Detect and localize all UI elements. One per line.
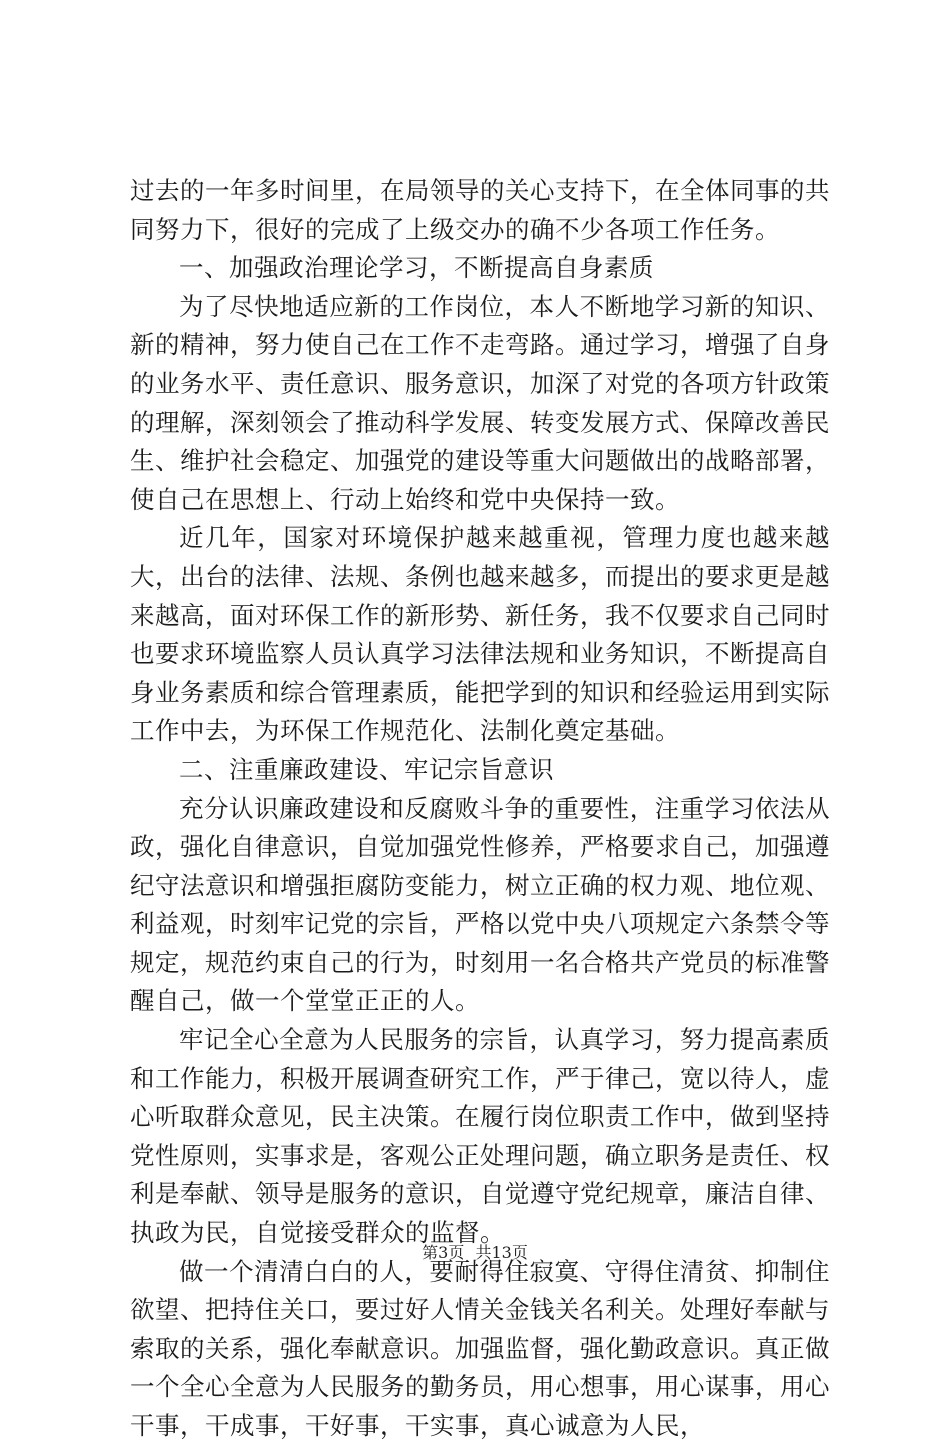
paragraph-study: 为了尽快地适应新的工作岗位，本人不断地学习新的知识、新的精神，努力使自己在工作不走弯路。通过学习，增强了自身的业务水平、责任意识、服务意识，加深了对党的各项方针政策的理解，深刻领会了推动科学发展、转变发展方式、保障改善民生、维护社会稳定、加强党的建设等重大问题做出的战略部署，使自己在思想上、行动上始终和党中央保持一致。	[130, 291, 830, 514]
paragraph-environment: 近几年，国家对环境保护越来越重视，管理力度也越来越大，出台的法律、法规、条例也越来越多，而提出的要求更是越来越高，面对环保工作的新形势、新任务，我不仅要求自己同时也要求环境监察人员认真学习法律法规和业务知识，不断提高自身业务素质和综合管理素质，能把学到的知识和经验运用到实际工作中去，为环保工作规范化、法制化奠定基础。	[130, 523, 830, 746]
page-footer	[0, 1240, 950, 1263]
page-total: 共13页	[475, 1243, 528, 1262]
section-heading-1: 一、加强政治理论学习，不断提高自身素质	[179, 253, 654, 283]
paragraph-intro: 过去的一年多时间里，在局领导的关心支持下，在全体同事的共同努力下，很好的完成了上级交办的确不少各项工作任务。	[130, 176, 830, 244]
section-heading-2: 二、注重廉政建设、牢记宗旨意识	[179, 754, 554, 784]
paragraph-service: 牢记全心全意为人民服务的宗旨，认真学习，努力提高素质和工作能力，积极开展调查研究工作，严于律己，宽以待人，虚心听取群众意见，民主决策。在履行岗位职责工作中，做到坚持党性原则，实事求是，客观公正处理问题，确立职务是责任、权利是奉献、领导是服务的意识，自觉遵守党纪规章，廉洁自律、执政为民，自觉接受群众的监督。	[130, 1025, 830, 1248]
paragraph-honesty: 做一个清清白白的人，要耐得住寂寞、守得住清贫、抑制住欲望、把持住关口，要过好人情关金钱关名利关。处理好奉献与索取的关系，强化奉献意识。加强监督，强化勤政意识。真正做一个全心全意为人民服务的勤务员，用心想事，用心谋事，用心干事，干成事，干好事，干实事，真心诚意为人民，	[130, 1256, 830, 1440]
paragraph-integrity: 充分认识廉政建设和反腐败斗争的重要性，注重学习依法从政，强化自律意识，自觉加强党性修养，严格要求自己，加强遵纪守法意识和增强拒腐防变能力，树立正确的权力观、地位观、利益观，时刻牢记党的宗旨，严格以党中央八项规定六条禁令等规定，规范约束自己的行为，时刻用一名合格共产党员的标准警醒自己，做一个堂堂正正的人。	[130, 793, 830, 1016]
page-number: 第3页	[422, 1243, 465, 1262]
